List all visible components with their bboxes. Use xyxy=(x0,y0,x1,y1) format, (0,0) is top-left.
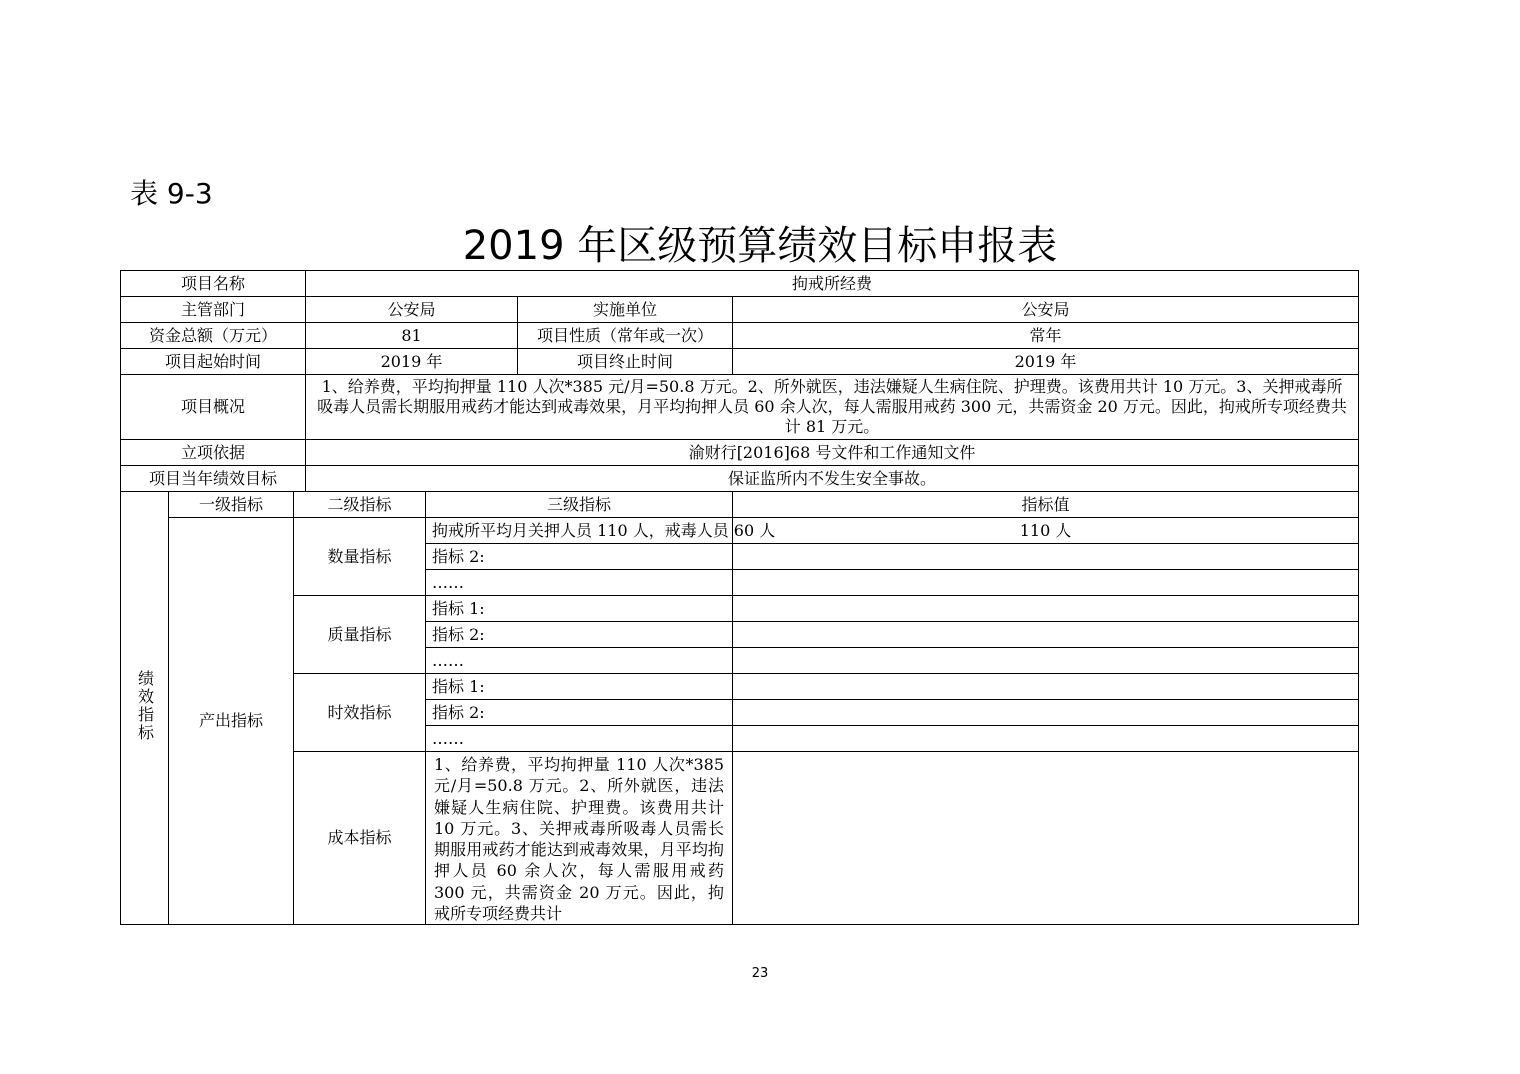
annual-goal-value: 保证监所内不发生安全事故。 xyxy=(306,466,1359,492)
cost-indicator-1-value xyxy=(733,752,1359,925)
table-row xyxy=(121,674,1359,700)
row-project-name xyxy=(121,271,1359,297)
timeliness-indicator-2-value xyxy=(733,700,1359,726)
timeliness-indicator-more-value xyxy=(733,726,1359,752)
cost-indicator-1: 1、给养费，平均拘押量 110 人次*385 元/月=50.8 万元。2、所外就医，违法嫌疑人生病住院、护理费。该费用共计 10 万元。3、关押戒毒所吸毒人员需长期服用戒药才能达到戒毒效果，月平均拘押人员 60 余人次，每人需服用戒药 300 元，共需资金 20 万元。因此，拘戒所专项经费共计 xyxy=(426,752,733,925)
implementing-unit-value: 公安局 xyxy=(733,297,1359,323)
start-time-value: 2019 年 xyxy=(306,349,518,375)
basis-label: 立项依据 xyxy=(121,440,306,466)
quality-indicator-1: 指标 1: xyxy=(426,596,733,622)
output-indicator-label: 产出指标 xyxy=(169,518,294,925)
project-nature-value: 常年 xyxy=(733,323,1359,349)
budget-performance-table xyxy=(120,270,1359,925)
department-label: 主管部门 xyxy=(121,297,306,323)
implementing-unit-label: 实施单位 xyxy=(518,297,733,323)
quality-indicator-more: …… xyxy=(426,648,733,674)
table-row xyxy=(121,596,1359,622)
basis-value: 渝财行[2016]68 号文件和工作通知文件 xyxy=(306,440,1359,466)
col-level2-header: 二级指标 xyxy=(294,492,426,518)
quantity-indicator-label: 数量指标 xyxy=(294,518,426,596)
table-row xyxy=(121,518,1359,544)
col-level1-header: 一级指标 xyxy=(169,492,294,518)
quantity-indicator-more-value xyxy=(733,570,1359,596)
overview-value: 1、给养费，平均拘押量 110 人次*385 元/月=50.8 万元。2、所外就医，违法嫌疑人生病住院、护理费。该费用共计 10 万元。3、关押戒毒所吸毒人员需长期服用戒药才能达到戒毒效果，月平均拘押人员 60 余人次，每人需服用戒药 300 元，共需资金 20 万元。因此，拘戒所专项经费共计 81 万元。 xyxy=(306,375,1359,440)
row-overview xyxy=(121,375,1359,440)
col-value-header: 指标值 xyxy=(733,492,1359,518)
col-level3-header: 三级指标 xyxy=(426,492,733,518)
timeliness-indicator-more: …… xyxy=(426,726,733,752)
quantity-indicator-1-value: 110 人 xyxy=(733,518,1359,544)
timeliness-indicator-2: 指标 2: xyxy=(426,700,733,726)
project-name-label: 项目名称 xyxy=(121,271,306,297)
quantity-indicator-2-value xyxy=(733,544,1359,570)
timeliness-indicator-1: 指标 1: xyxy=(426,674,733,700)
department-value: 公安局 xyxy=(306,297,518,323)
annual-goal-label: 项目当年绩效目标 xyxy=(121,466,306,492)
total-funds-value: 81 xyxy=(306,323,518,349)
end-time-value: 2019 年 xyxy=(733,349,1359,375)
quality-indicator-label: 质量指标 xyxy=(294,596,426,674)
quantity-indicator-1: 拘戒所平均月关押人员 110 人，戒毒人员 60 人 xyxy=(426,518,733,544)
performance-indicators-label xyxy=(121,492,169,925)
row-basis xyxy=(121,440,1359,466)
total-funds-label: 资金总额（万元） xyxy=(121,323,306,349)
quality-indicator-more-value xyxy=(733,648,1359,674)
project-name-value: 拘戒所经费 xyxy=(306,271,1359,297)
row-funds xyxy=(121,323,1359,349)
row-indicator-header xyxy=(121,492,1359,518)
quality-indicator-1-value xyxy=(733,596,1359,622)
quantity-indicator-2: 指标 2: xyxy=(426,544,733,570)
page-number: 23 xyxy=(751,966,769,981)
table-row xyxy=(121,752,1359,925)
project-nature-label: 项目性质（常年或一次） xyxy=(518,323,733,349)
overview-label: 项目概况 xyxy=(121,375,306,440)
end-time-label: 项目终止时间 xyxy=(518,349,733,375)
quality-indicator-2: 指标 2: xyxy=(426,622,733,648)
quality-indicator-2-value xyxy=(733,622,1359,648)
row-department xyxy=(121,297,1359,323)
cost-indicator-label: 成本指标 xyxy=(294,752,426,925)
quantity-indicator-more: …… xyxy=(426,570,733,596)
timeliness-indicator-1-value xyxy=(733,674,1359,700)
row-annual-goal xyxy=(121,466,1359,492)
performance-indicators-text: 绩效指标 xyxy=(135,669,155,742)
table-label: 表 9-3 xyxy=(130,177,213,210)
row-period xyxy=(121,349,1359,375)
document-title: 2019 年区级预算绩效目标申报表 xyxy=(462,223,1058,269)
start-time-label: 项目起始时间 xyxy=(121,349,306,375)
timeliness-indicator-label: 时效指标 xyxy=(294,674,426,752)
